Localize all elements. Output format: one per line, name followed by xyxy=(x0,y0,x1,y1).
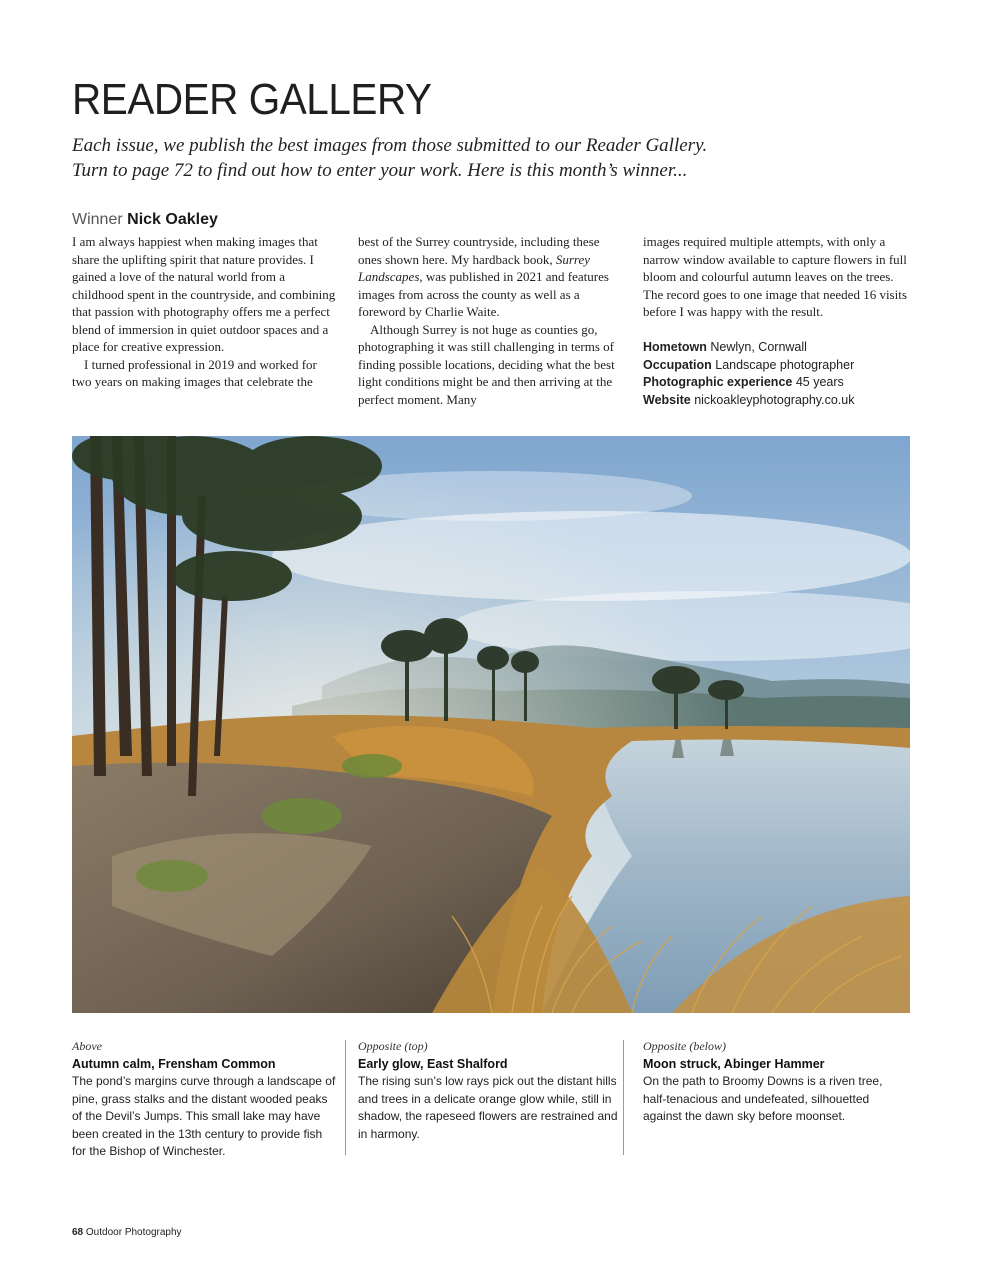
fact-value[interactable]: nickoakleyphotography.co.uk xyxy=(694,392,855,407)
caption-text: On the path to Broomy Downs is a riven tree, half-tenacious and undefeated, silhouetted against the dawn sky before moonset. xyxy=(643,1074,883,1123)
fact-value: Landscape photographer xyxy=(715,357,855,372)
body-paragraph: I turned professional in 2019 and worked for two years on making images that celebrate the xyxy=(72,356,317,389)
caption-opposite-below xyxy=(643,1038,908,1126)
winner-label: Winner xyxy=(72,211,123,228)
fact-value: 45 years xyxy=(795,375,844,389)
fact-label: Website xyxy=(643,392,691,407)
landscape-photo xyxy=(72,436,910,1013)
winner-heading xyxy=(72,210,218,230)
standfirst xyxy=(72,133,912,183)
body-paragraph: I am always happiest when making images that share the uplifting spirit that nature provides. I gained a love of the natural world from a childhood spent in the countryside, and combining that passion with photography offers me a perfect blend of immersion in quiet outdoor spaces and a place for creative expression. xyxy=(72,234,336,354)
caption-title: Moon struck, Abinger Hammer xyxy=(643,1056,825,1071)
fact-website xyxy=(643,392,923,410)
body-text: best of the Surrey countryside, including these ones shown here. My hardback book, xyxy=(358,234,600,267)
page-number: 68 xyxy=(72,1227,84,1238)
page-title: READER GALLERY xyxy=(72,75,432,124)
standfirst-line-2: Turn to page 72 to find out how to enter your work. Here is this month’s winner... xyxy=(72,160,688,181)
body-paragraph xyxy=(358,233,622,321)
photographer-facts xyxy=(643,339,923,409)
winner-name: Nick Oakley xyxy=(127,211,218,228)
body-text: , was published in 2021 and features images from across the county as well as a foreword by Charlie Waite. xyxy=(358,269,609,319)
caption-above xyxy=(72,1038,337,1161)
caption-text: The rising sun’s low rays pick out the distant hills and trees in a delicate orange glow while, still in shadow, the rapeseed flowers are restrained and in harmony. xyxy=(358,1074,618,1141)
fact-experience xyxy=(643,374,923,392)
fact-label: Hometown xyxy=(643,340,707,354)
body-column-1 xyxy=(72,233,336,391)
fact-label: Photographic experience xyxy=(643,375,793,389)
body-paragraph: images required multiple attempts, with only a narrow window available to capture flowers in full bloom and colourful autumn leaves on the trees. The record goes to one image that needed 16 visits before I was happy with the result. xyxy=(643,234,907,319)
caption-position: Above xyxy=(72,1039,102,1053)
fact-occupation xyxy=(643,357,923,375)
fact-label: Occupation xyxy=(643,357,712,372)
body-paragraph: Although Surrey is not huge as counties go, photographing it was still challenging in terms of finding possible locations, deciding what the best light conditions might be and then arriving at the perfect moment. Many xyxy=(358,321,615,407)
caption-position: Opposite (top) xyxy=(358,1039,428,1053)
body-column-2 xyxy=(358,233,622,408)
magazine-name: Outdoor Photography xyxy=(85,1227,182,1238)
caption-position: Opposite (below) xyxy=(643,1039,726,1053)
caption-title: Autumn calm, Frensham Common xyxy=(72,1056,276,1071)
page-footer xyxy=(72,1227,182,1238)
caption-divider xyxy=(345,1040,346,1155)
body-column-3 xyxy=(643,233,907,321)
caption-divider xyxy=(623,1040,624,1155)
book-title: Surrey Landscapes xyxy=(358,251,591,284)
caption-text: The pond’s margins curve through a landscape of pine, grass stalks and the distant wooded peaks of the Devil’s Jumps. This small lake may have been created in the 13th century to provide fish for the Bishop of Winchester. xyxy=(72,1074,336,1158)
caption-title: Early glow, East Shalford xyxy=(358,1056,508,1071)
standfirst-line-1: Each issue, we publish the best images from those submitted to our Reader Gallery. xyxy=(72,135,708,156)
caption-opposite-top xyxy=(358,1038,623,1143)
fact-hometown xyxy=(643,339,923,357)
landscape-photo-illustration xyxy=(72,436,910,1013)
fact-value: Newlyn, Cornwall xyxy=(710,340,807,354)
